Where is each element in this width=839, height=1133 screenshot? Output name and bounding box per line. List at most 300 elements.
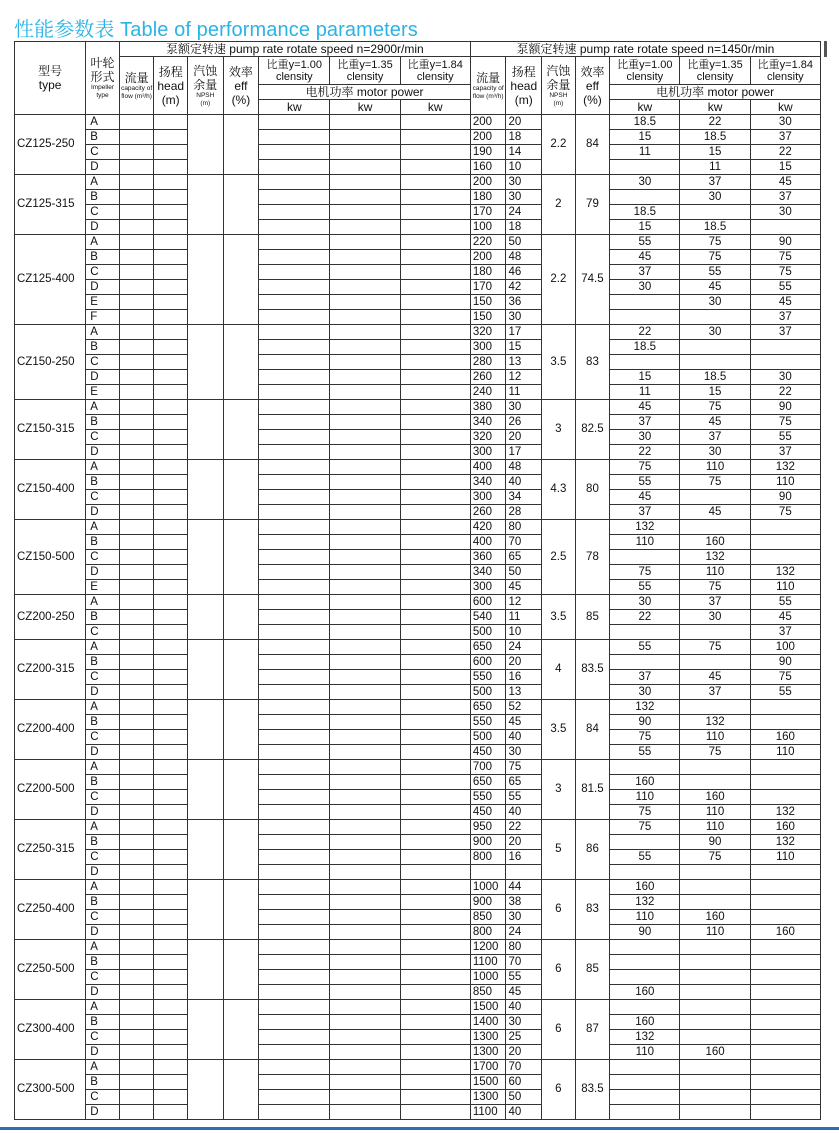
flow-1450-cell: 1500 (470, 1075, 506, 1090)
power-1450-d2-cell (680, 655, 750, 670)
table-row (15, 265, 821, 280)
power-1450-d1-cell: 132 (610, 520, 680, 535)
flow-1450-cell: 200 (470, 115, 506, 130)
flow-2900-cell (119, 985, 154, 1000)
head-2900-cell (154, 580, 188, 595)
head-2900-cell (154, 790, 188, 805)
head-1450-cell: 40 (506, 1105, 542, 1120)
power-2900-d2-cell (330, 355, 400, 370)
power-2900-d1-cell (259, 1030, 330, 1045)
flow-2900-cell (119, 940, 154, 955)
head-2900-cell (154, 820, 188, 835)
head-1450-cell: 48 (506, 460, 542, 475)
power-1450-d3-cell: 110 (750, 580, 820, 595)
head-1450-cell: 10 (506, 625, 542, 640)
flow-2900-cell (119, 640, 154, 655)
power-1450-d1-cell (610, 1105, 680, 1120)
table-row (15, 220, 821, 235)
head-1450-cell: 60 (506, 1075, 542, 1090)
power-1450-d3-cell: 90 (750, 400, 820, 415)
head-2900-cell (154, 130, 188, 145)
flow-2900-cell (119, 415, 154, 430)
head-1450-cell: 38 (506, 895, 542, 910)
eff-1450-cell: 80 (575, 460, 610, 520)
flow-1450-cell: 1300 (470, 1030, 506, 1045)
table-row (15, 490, 821, 505)
impeller-cell: B (86, 1075, 120, 1090)
power-2900-d1-cell (259, 280, 330, 295)
power-2900-d3-cell (400, 430, 470, 445)
density-2-header-2900: 比重y=1.35 clensity (330, 57, 400, 85)
power-2900-d2-cell (330, 145, 400, 160)
head-2900-cell (154, 220, 188, 235)
power-2900-d3-cell (400, 715, 470, 730)
power-2900-d1-cell (259, 655, 330, 670)
model-cell: CZ150-400 (15, 460, 86, 520)
power-2900-d2-cell (330, 160, 400, 175)
power-2900-d1-cell (259, 370, 330, 385)
power-1450-d3-cell (750, 1060, 820, 1075)
flow-2900-cell (119, 370, 154, 385)
power-1450-d1-cell: 30 (610, 685, 680, 700)
npsh-1450-cell: 6 (542, 1000, 576, 1060)
flow-1450-cell: 300 (470, 580, 506, 595)
head-2900-cell (154, 1030, 188, 1045)
eff-2900-cell (223, 880, 259, 940)
head-2900-cell (154, 310, 188, 325)
power-1450-d3-cell: 45 (750, 295, 820, 310)
eff-1450-cell: 84 (575, 700, 610, 760)
eff-1450-cell: 83 (575, 325, 610, 400)
table-row (15, 355, 821, 370)
power-1450-d3-cell: 90 (750, 235, 820, 250)
power-2900-d3-cell (400, 1060, 470, 1075)
power-1450-d3-cell (750, 760, 820, 775)
impeller-header (86, 42, 120, 115)
flow-2900-cell (119, 865, 154, 880)
table-row (15, 295, 821, 310)
head-1450-cell: 40 (506, 730, 542, 745)
head-2900-cell (154, 340, 188, 355)
table-row (15, 925, 821, 940)
table-row (15, 670, 821, 685)
power-2900-d3-cell (400, 220, 470, 235)
flow-1450-cell: 340 (470, 565, 506, 580)
flow-2900-cell (119, 895, 154, 910)
impeller-cell: C (86, 550, 120, 565)
power-1450-d2-cell: 30 (680, 610, 750, 625)
flow-1450-cell: 170 (470, 205, 506, 220)
power-1450-d1-cell (610, 1090, 680, 1105)
power-2900-d3-cell (400, 130, 470, 145)
impeller-cell: B (86, 475, 120, 490)
table-row (15, 340, 821, 355)
eff-1450-cell: 82.5 (575, 400, 610, 460)
power-2900-d3-cell (400, 565, 470, 580)
power-2900-d3-cell (400, 265, 470, 280)
power-2900-d1-cell (259, 445, 330, 460)
eff-header-en: eff (234, 78, 248, 93)
table-row (15, 1000, 821, 1015)
table-row (15, 895, 821, 910)
head-2900-cell (154, 685, 188, 700)
table-row (15, 640, 821, 655)
table-row (15, 775, 821, 790)
power-2900-d1-cell (259, 610, 330, 625)
table-row (15, 145, 821, 160)
flow-1450-cell: 500 (470, 730, 506, 745)
power-1450-d2-cell: 160 (680, 1045, 750, 1060)
power-1450-d3-cell: 75 (750, 415, 820, 430)
head-header-unit: (m) (161, 92, 180, 107)
head-1450-cell: 55 (506, 790, 542, 805)
power-2900-d1-cell (259, 235, 330, 250)
power-2900-d1-cell (259, 460, 330, 475)
flow-2900-cell (119, 955, 154, 970)
impeller-cell: B (86, 895, 120, 910)
impeller-cell: E (86, 580, 120, 595)
eff-header-unit: (%) (583, 92, 602, 107)
power-1450-d1-cell: 132 (610, 895, 680, 910)
npsh-1450-cell: 2.2 (542, 235, 576, 325)
power-1450-d2-cell: 132 (680, 715, 750, 730)
flow-1450-cell: 1200 (470, 940, 506, 955)
head-1450-cell: 28 (506, 505, 542, 520)
eff-2900-cell (223, 640, 259, 700)
head-2900-cell (154, 730, 188, 745)
flow-2900-cell (119, 190, 154, 205)
power-2900-d1-cell (259, 565, 330, 580)
eff-1450-cell: 81.5 (575, 760, 610, 820)
power-1450-d2-cell: 15 (680, 145, 750, 160)
impeller-cell: A (86, 520, 120, 535)
table-row (15, 445, 821, 460)
impeller-cell: B (86, 250, 120, 265)
power-1450-d3-cell (750, 520, 820, 535)
power-2900-d2-cell (330, 130, 400, 145)
power-1450-d1-cell: 18.5 (610, 205, 680, 220)
head-1450-cell: 30 (506, 190, 542, 205)
impeller-cell: E (86, 295, 120, 310)
motor-power-header-1450: 电机功率 motor power (610, 85, 821, 100)
model-cell: CZ150-250 (15, 325, 86, 400)
impeller-cell: C (86, 670, 120, 685)
impeller-cell: B (86, 655, 120, 670)
power-1450-d3-cell: 110 (750, 475, 820, 490)
head-1450-cell: 80 (506, 520, 542, 535)
head-2900-cell (154, 490, 188, 505)
power-1450-d2-cell: 110 (680, 925, 750, 940)
impeller-cell: C (86, 205, 120, 220)
power-2900-d1-cell (259, 415, 330, 430)
head-1450-cell: 20 (506, 430, 542, 445)
model-cell: CZ125-250 (15, 115, 86, 175)
model-header-en: type (38, 78, 62, 92)
flow-1450-cell: 600 (470, 655, 506, 670)
power-2900-d1-cell (259, 790, 330, 805)
power-2900-d3-cell (400, 250, 470, 265)
head-1450-cell: 70 (506, 535, 542, 550)
flow-1450-cell: 900 (470, 895, 506, 910)
power-2900-d3-cell (400, 580, 470, 595)
impeller-cell: C (86, 850, 120, 865)
power-1450-d3-cell (750, 985, 820, 1000)
power-1450-d2-cell (680, 865, 750, 880)
power-2900-d3-cell (400, 985, 470, 1000)
head-header-en: head (510, 78, 538, 93)
flow-1450-cell: 400 (470, 460, 506, 475)
head-1450-cell: 11 (506, 610, 542, 625)
impeller-cell: A (86, 595, 120, 610)
power-2900-d3-cell (400, 685, 470, 700)
power-1450-d3-cell: 55 (750, 685, 820, 700)
power-2900-d3-cell (400, 370, 470, 385)
flow-2900-cell (119, 490, 154, 505)
power-2900-d2-cell (330, 760, 400, 775)
table-row (15, 1030, 821, 1045)
power-1450-d2-cell (680, 1105, 750, 1120)
power-1450-d1-cell: 160 (610, 775, 680, 790)
head-2900-cell (154, 1015, 188, 1030)
power-1450-d2-cell: 30 (680, 190, 750, 205)
power-2900-d2-cell (330, 445, 400, 460)
head-1450-cell: 45 (506, 985, 542, 1000)
head-2900-cell (154, 700, 188, 715)
flow-1450-cell: 200 (470, 250, 506, 265)
head-1450-cell: 15 (506, 340, 542, 355)
flow-2900-cell (119, 520, 154, 535)
head-2900-cell (154, 670, 188, 685)
power-1450-d3-cell (750, 535, 820, 550)
power-1450-d1-cell: 45 (610, 490, 680, 505)
power-1450-d1-cell (610, 835, 680, 850)
head-2900-cell (154, 1000, 188, 1015)
flow-2900-cell (119, 1105, 154, 1120)
power-1450-d3-cell: 37 (750, 130, 820, 145)
power-2900-d1-cell (259, 595, 330, 610)
power-1450-d1-cell (610, 865, 680, 880)
speed-1450-header: 泵额定转速 pump rate rotate speed n=1450r/min (470, 42, 820, 57)
power-2900-d3-cell (400, 1105, 470, 1120)
power-2900-d2-cell (330, 175, 400, 190)
flow-2900-cell (119, 145, 154, 160)
table-row (15, 475, 821, 490)
power-2900-d2-cell (330, 550, 400, 565)
flow-1450-cell: 500 (470, 685, 506, 700)
power-1450-d3-cell: 30 (750, 115, 820, 130)
flow-2900-cell (119, 970, 154, 985)
eff-2900-cell (223, 1060, 259, 1120)
power-1450-d1-cell (610, 160, 680, 175)
flow-1450-cell: 200 (470, 130, 506, 145)
power-2900-d1-cell (259, 1105, 330, 1120)
model-cell: CZ250-315 (15, 820, 86, 880)
power-2900-d3-cell (400, 805, 470, 820)
power-1450-d1-cell: 22 (610, 325, 680, 340)
npsh-header-unit: (m) (553, 99, 564, 107)
power-2900-d2-cell (330, 805, 400, 820)
power-2900-d2-cell (330, 850, 400, 865)
impeller-cell: A (86, 175, 120, 190)
flow-2900-cell (119, 835, 154, 850)
page-title: 性能参数表 Table of performance parameters (14, 19, 418, 41)
flow-2900-cell (119, 775, 154, 790)
flow-2900-cell (119, 475, 154, 490)
head-header-unit: (m) (514, 92, 533, 107)
power-1450-d3-cell (750, 775, 820, 790)
impeller-cell: B (86, 835, 120, 850)
power-1450-d1-cell: 132 (610, 1030, 680, 1045)
head-1450-cell: 16 (506, 850, 542, 865)
power-1450-d2-cell: 37 (680, 685, 750, 700)
power-2900-d3-cell (400, 160, 470, 175)
power-2900-d1-cell (259, 520, 330, 535)
power-2900-d2-cell (330, 1090, 400, 1105)
npsh-1450-cell: 6 (542, 940, 576, 1000)
table-row (15, 190, 821, 205)
power-1450-d2-cell (680, 490, 750, 505)
eff-header-2900 (223, 57, 259, 115)
head-1450-cell: 20 (506, 115, 542, 130)
power-2900-d3-cell (400, 175, 470, 190)
head-1450-cell: 24 (506, 205, 542, 220)
power-1450-d2-cell (680, 760, 750, 775)
flow-2900-cell (119, 700, 154, 715)
flow-2900-cell (119, 670, 154, 685)
power-1450-d3-cell (750, 340, 820, 355)
head-1450-cell: 45 (506, 580, 542, 595)
power-2900-d1-cell (259, 220, 330, 235)
power-1450-d3-cell: 45 (750, 610, 820, 625)
power-2900-d1-cell (259, 715, 330, 730)
power-1450-d2-cell: 15 (680, 385, 750, 400)
impeller-cell: C (86, 910, 120, 925)
power-1450-d3-cell: 75 (750, 250, 820, 265)
head-2900-cell (154, 940, 188, 955)
npsh-1450-cell: 6 (542, 880, 576, 940)
power-1450-d2-cell: 90 (680, 835, 750, 850)
power-2900-d2-cell (330, 325, 400, 340)
head-header-cn: 扬程 (511, 64, 536, 79)
impeller-cell: C (86, 1030, 120, 1045)
power-1450-d2-cell: 30 (680, 295, 750, 310)
head-2900-cell (154, 190, 188, 205)
power-1450-d3-cell (750, 865, 820, 880)
head-2900-cell (154, 595, 188, 610)
power-2900-d1-cell (259, 970, 330, 985)
impeller-cell: C (86, 790, 120, 805)
power-1450-d2-cell: 160 (680, 910, 750, 925)
head-1450-cell: 30 (506, 310, 542, 325)
flow-2900-cell (119, 550, 154, 565)
flow-1450-cell: 400 (470, 535, 506, 550)
motor-power-header-2900: 电机功率 motor power (259, 85, 471, 100)
eff-2900-cell (223, 820, 259, 880)
impeller-header-cn: 叶轮形式 (90, 56, 115, 84)
head-1450-cell: 52 (506, 700, 542, 715)
power-1450-d3-cell (750, 1090, 820, 1105)
flow-2900-cell (119, 115, 154, 130)
power-1450-d2-cell: 110 (680, 730, 750, 745)
eff-header-cn: 效率 (228, 64, 253, 79)
power-1450-d1-cell: 37 (610, 505, 680, 520)
flow-1450-cell: 200 (470, 175, 506, 190)
power-2900-d2-cell (330, 1000, 400, 1015)
eff-1450-cell: 74.5 (575, 235, 610, 325)
power-2900-d1-cell (259, 355, 330, 370)
head-2900-cell (154, 955, 188, 970)
head-1450-cell: 12 (506, 595, 542, 610)
kw-header: kw (330, 100, 400, 115)
flow-1450-cell: 450 (470, 805, 506, 820)
power-2900-d1-cell (259, 550, 330, 565)
power-2900-d2-cell (330, 625, 400, 640)
power-2900-d3-cell (400, 865, 470, 880)
eff-1450-cell: 83 (575, 880, 610, 940)
eff-2900-cell (223, 700, 259, 760)
impeller-cell: C (86, 625, 120, 640)
power-2900-d2-cell (330, 880, 400, 895)
power-2900-d3-cell (400, 145, 470, 160)
power-1450-d1-cell: 22 (610, 445, 680, 460)
flow-1450-cell: 550 (470, 715, 506, 730)
flow-2900-cell (119, 355, 154, 370)
table-row (15, 1090, 821, 1105)
power-1450-d3-cell (750, 355, 820, 370)
impeller-cell: F (86, 310, 120, 325)
impeller-cell: A (86, 400, 120, 415)
flow-1450-cell: 550 (470, 670, 506, 685)
table-row (15, 790, 821, 805)
impeller-cell: B (86, 130, 120, 145)
power-1450-d2-cell: 37 (680, 430, 750, 445)
power-2900-d1-cell (259, 700, 330, 715)
power-2900-d3-cell (400, 820, 470, 835)
model-cell: CZ150-500 (15, 520, 86, 595)
table-row (15, 820, 821, 835)
npsh-1450-cell: 2 (542, 175, 576, 235)
power-2900-d2-cell (330, 985, 400, 1000)
flow-2900-cell (119, 925, 154, 940)
power-1450-d1-cell: 110 (610, 535, 680, 550)
power-2900-d3-cell (400, 445, 470, 460)
impeller-cell: D (86, 220, 120, 235)
power-1450-d1-cell: 45 (610, 400, 680, 415)
power-1450-d2-cell: 75 (680, 850, 750, 865)
power-1450-d1-cell (610, 1000, 680, 1015)
eff-header-1450 (575, 57, 610, 115)
power-1450-d1-cell (610, 310, 680, 325)
head-2900-cell (154, 475, 188, 490)
npsh-2900-cell (187, 520, 223, 595)
power-2900-d1-cell (259, 685, 330, 700)
power-1450-d1-cell: 160 (610, 880, 680, 895)
power-2900-d2-cell (330, 280, 400, 295)
power-1450-d1-cell: 15 (610, 370, 680, 385)
head-1450-cell: 10 (506, 160, 542, 175)
head-1450-cell (506, 865, 542, 880)
power-1450-d3-cell (750, 715, 820, 730)
power-2900-d3-cell (400, 490, 470, 505)
power-1450-d3-cell: 37 (750, 625, 820, 640)
power-2900-d3-cell (400, 1000, 470, 1015)
power-2900-d2-cell (330, 595, 400, 610)
power-1450-d2-cell: 18.5 (680, 220, 750, 235)
power-1450-d3-cell: 100 (750, 640, 820, 655)
kw-header: kw (610, 100, 680, 115)
model-cell: CZ250-500 (15, 940, 86, 1000)
power-1450-d1-cell: 11 (610, 385, 680, 400)
